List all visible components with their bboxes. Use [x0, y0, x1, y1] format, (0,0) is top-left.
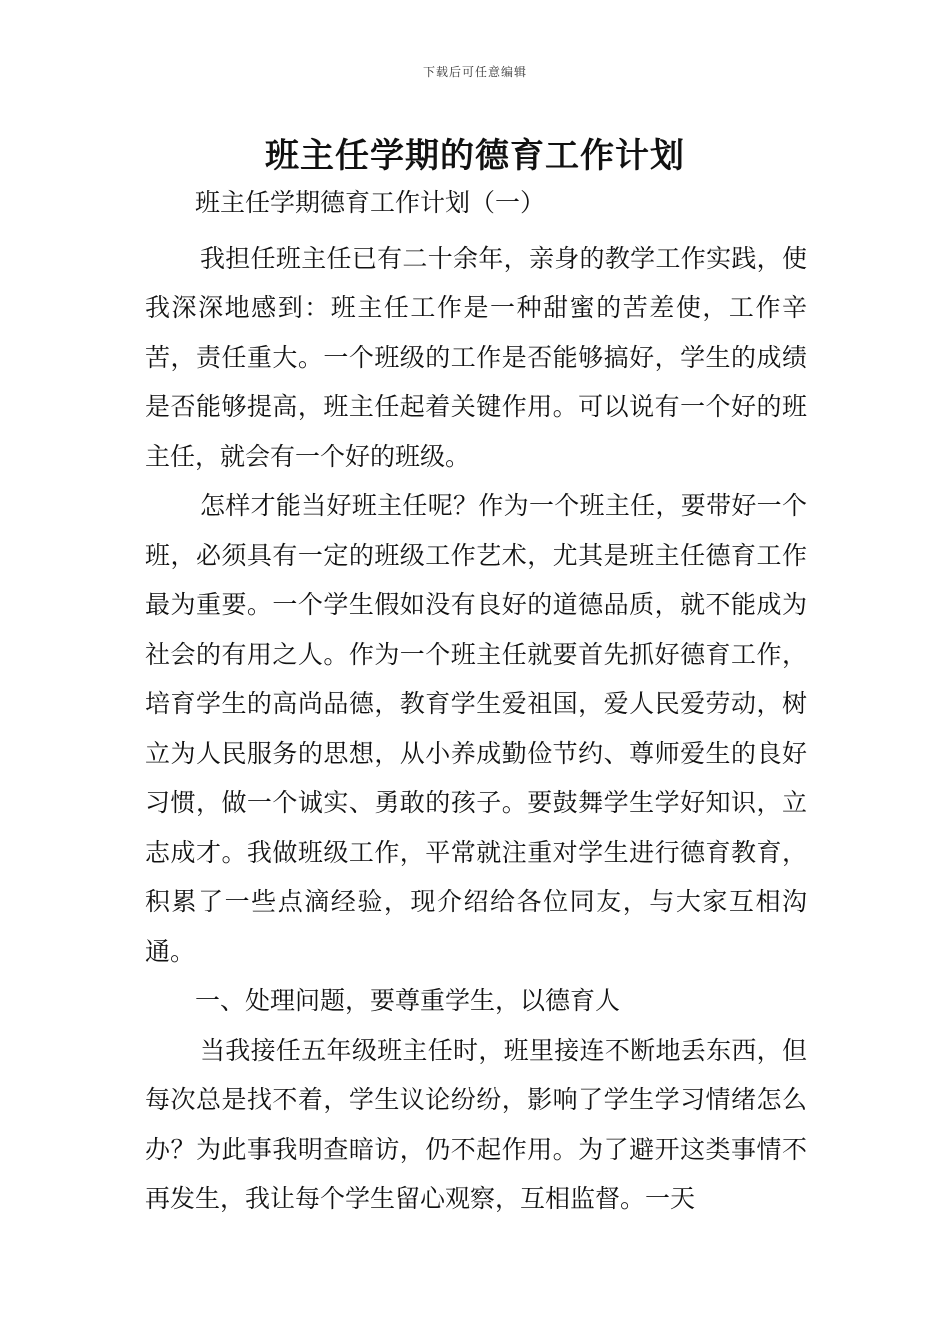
section-heading: 一、处理问题，要尊重学生，以德育人 — [195, 986, 621, 1015]
paragraph-intro: 我担任班主任已有二十余年，亲身的教学工作实践，使我深深地感到：班主任工作是一种甜蜜的苦差使，工作辛苦，责任重大。一个班级的工作是否能够搞好，学生的成绩是否能够提高，班主任起着关键作用。可以说有一个好的班主任，就会有一个好的班级。 — [145, 243, 807, 471]
paragraph-how-to: 怎样才能当好班主任呢？作为一个班主任，要带好一个班，必须具有一定的班级工作艺术，尤其是班主任德育工作最为重要。一个学生假如没有良好的道德品质，就不能成为社会的有用之人。作为一个班主任就要首先抓好德育工作，培育学生的高尚品德，教育学生爱祖国，爱人民爱劳动，树立为人民服务的思想，从小养成勤俭节约、尊师爱生的良好习惯，做一个诚实、勇敢的孩子。要鼓舞学生学好知识，立志成才。我做班级工作，平常就注重对学生进行德育教育，积累了一些点滴经验，现介绍给各位同友，与大家互相沟通。 — [145, 491, 807, 966]
document-subtitle: 班主任学期德育工作计划（一） — [195, 188, 546, 217]
paragraph-section-1: 当我接任五年级班主任时，班里接连不断地丢东西，但每次总是找不着，学生议论纷纷，影响了学生学习情绪怎么办？为此事我明查暗访，仍不起作用。为了避开这类事情不再发生，我让每个学生留心观察，互相监督。一天 — [145, 1035, 807, 1213]
header-note: 下载后可任意编辑 — [422, 65, 527, 79]
document-body — [145, 178, 807, 1224]
document-title: 班主任学期的德育工作计划 — [265, 136, 685, 176]
